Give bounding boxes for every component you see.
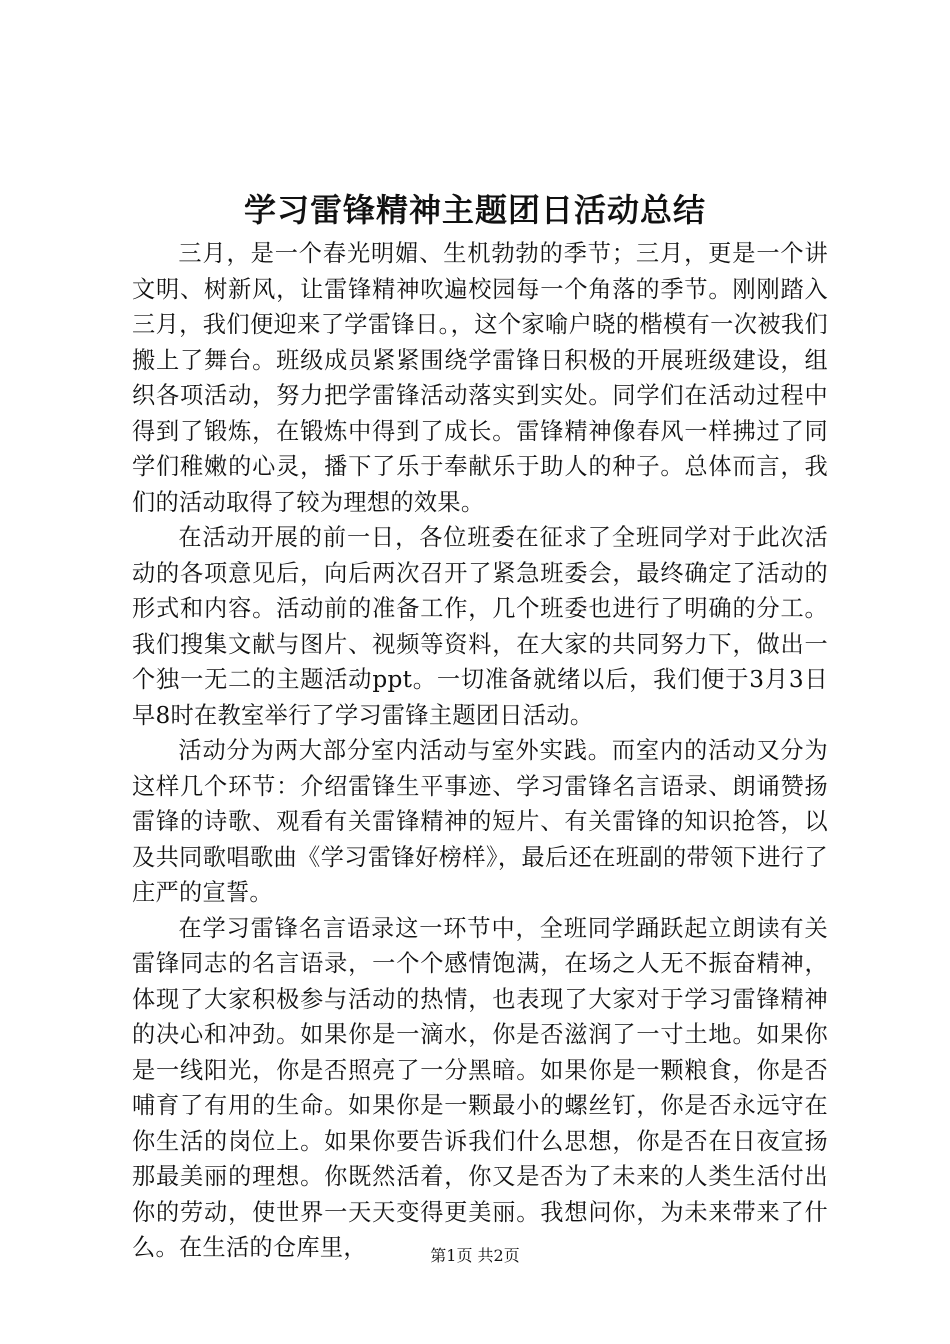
paragraph: 活动分为两大部分室内活动与室外实践。而室内的活动又分为这样几个环节：介绍雷锋生平事迹、学习雷锋名言语录、朗诵赞扬雷锋的诗歌、观看有关雷锋精神的短片、有关雷锋的知识抢答，以及共同歌唱歌曲《学习雷锋好榜样》，最后还在班副的带领下进行了庄严的宣誓。 xyxy=(132,737,828,906)
document-title: 学习雷锋精神主题团日活动总结 xyxy=(243,191,706,229)
paragraph: 三月，是一个春光明媚、生机勃勃的季节；三月，更是一个讲文明、树新风，让雷锋精神吹遍校园每一个角落的季节。刚刚踏入三月，我们便迎来了学雷锋日。，这个家喻户晓的楷模有一次被我们搬上了舞台。班级成员紧紧围绕学雷锋日积极的开展班级建设，组织各项活动，努力把学雷锋活动落实到实处。同学们在活动过程中得到了锻炼，在锻炼中得到了成长。雷锋精神像春风一样拂过了同学们稚嫩的心灵，播下了乐于奉献乐于助人的种子。总体而言，我们的活动取得了较为理想的效果。 xyxy=(132,240,828,516)
paragraph: 在学习雷锋名言语录这一环节中，全班同学踊跃起立朗读有关雷锋同志的名言语录，一个个感情饱满，在场之人无不振奋精神，体现了大家积极参与活动的热情，也表现了大家对于学习雷锋精神的决心和冲劲。如果你是一滴水，你是否滋润了一寸土地。如果你是一线阳光，你是否照亮了一分黑暗。如果你是一颗粮食，你是否哺育了有用的生命。如果你是一颗最小的螺丝钉，你是否永远守在你生活的岗位上。如果你要告诉我们什么思想，你是否在日夜宣扬那最美丽的理想。你既然活着，你又是否为了未来的人类生活付出你的劳动，使世界一天天变得更美丽。我想问你，为未来带来了什么。在生活的仓库里， xyxy=(132,914,828,1261)
document-body xyxy=(132,236,828,1266)
paragraph: 在活动开展的前一日，各位班委在征求了全班同学对于此次活动的各项意见后，向后两次召开了紧急班委会，最终确定了活动的形式和内容。活动前的准备工作，几个班委也进行了明确的分工。我们搜集文献与图片、视频等资料，在大家的共同努力下，做出一个独一无二的主题活动ppt。一切准备就绪以后，我们便于3月3日早8时在教室举行了学习雷锋主题团日活动。 xyxy=(132,524,828,729)
page-footer: 第1页 共2页 xyxy=(430,1246,520,1265)
